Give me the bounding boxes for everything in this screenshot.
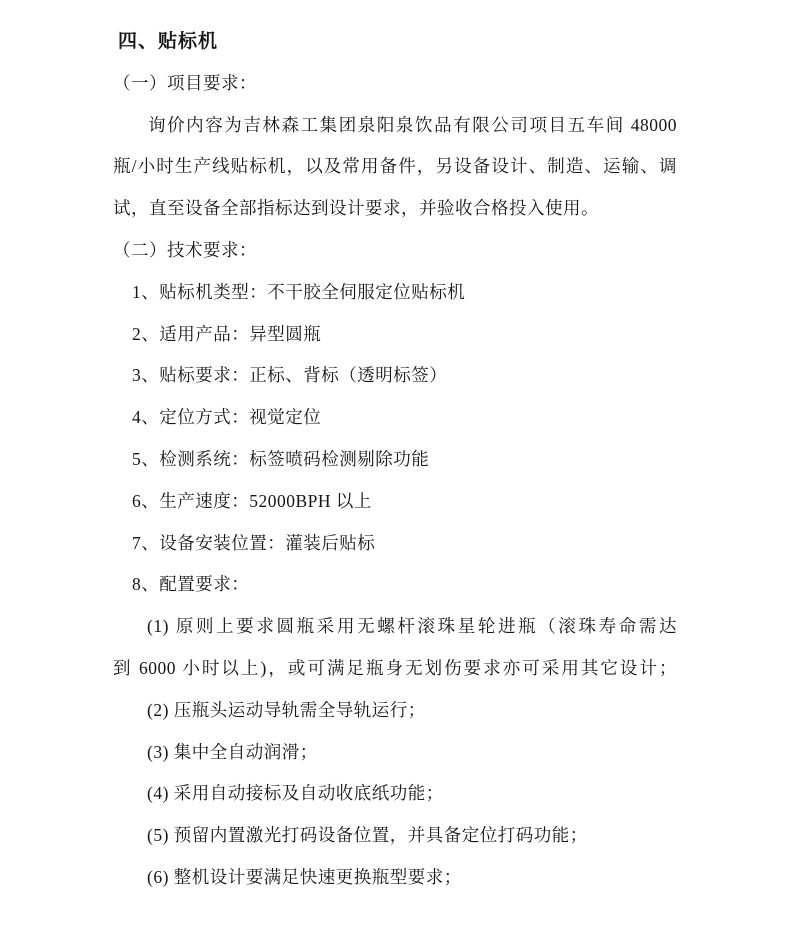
sub-item-1: (1) 原则上要求圆瓶采用无螺杆滚珠星轮进瓶（滚珠寿命需达 <box>147 616 677 637</box>
sub-item-3: (3) 集中全自动润滑； <box>147 741 318 762</box>
numbered-item-5: 5、检测系统：标签喷码检测剔除功能 <box>132 448 430 469</box>
numbered-item-8: 8、配置要求： <box>132 574 250 595</box>
numbered-item-4: 4、定位方式：视觉定位 <box>132 407 322 428</box>
paragraph-line: 询价内容为吉林森工集团泉阳泉饮品有限公司项目五车间 48000 <box>148 114 677 135</box>
subsection-heading-1: （一）项目要求： <box>113 72 257 93</box>
sub-item-1-continuation: 到 6000 小时以上)，或可满足瓶身无划伤要求亦可采用其它设计； <box>113 657 677 678</box>
sub-item-6: (6) 整机设计要满足快速更换瓶型要求； <box>147 866 462 887</box>
sub-item-4: (4) 采用自动接标及自动收底纸功能； <box>147 783 444 804</box>
sub-item-5: (5) 预留内置激光打码设备位置，并具备定位打码功能； <box>147 825 588 846</box>
sub-item-2: (2) 压瓶头运动导轨需全导轨运行； <box>147 699 426 720</box>
numbered-item-1: 1、贴标机类型：不干胶全伺服定位贴标机 <box>132 281 466 302</box>
numbered-item-3: 3、贴标要求：正标、背标（透明标签） <box>132 365 448 386</box>
numbered-item-7: 7、设备安装位置：灌装后贴标 <box>132 532 376 553</box>
numbered-item-6: 6、生产速度：52000BPH 以上 <box>132 490 372 511</box>
paragraph-line: 试，直至设备全部指标达到设计要求，并验收合格投入使用。 <box>113 198 599 219</box>
subsection-heading-2: （二）技术要求： <box>113 239 257 260</box>
section-heading: 四、贴标机 <box>118 31 219 52</box>
numbered-item-2: 2、适用产品：异型圆瓶 <box>132 323 322 344</box>
paragraph-line: 瓶/小时生产线贴标机，以及常用备件，另设备设计、制造、运输、调 <box>113 156 677 177</box>
